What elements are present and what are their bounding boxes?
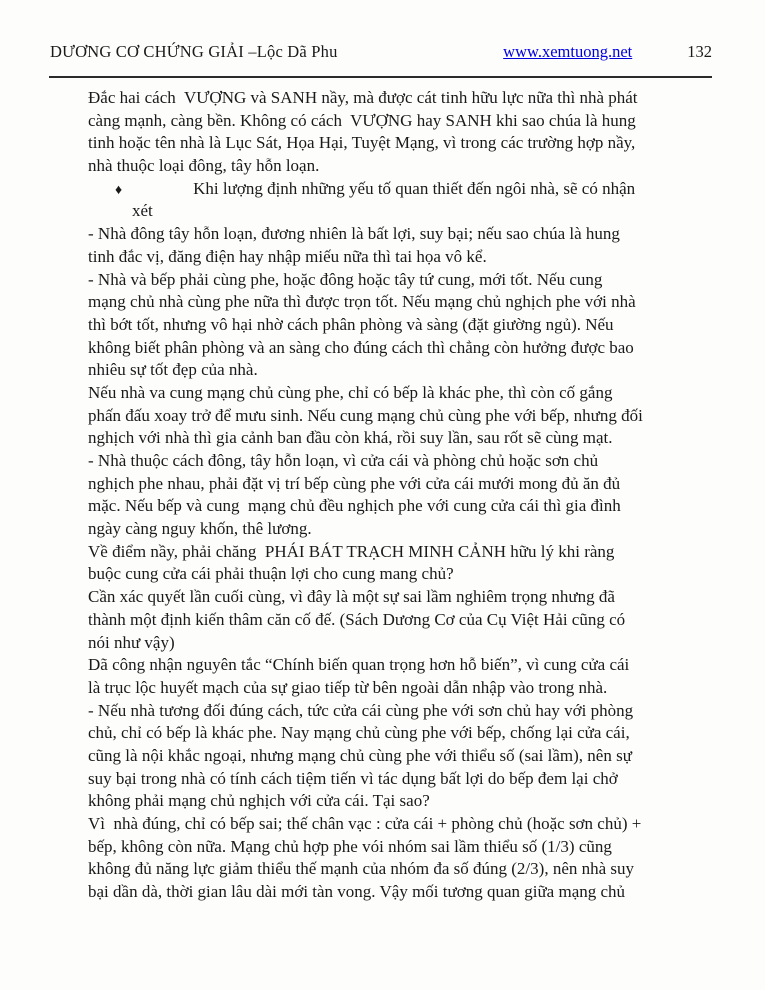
text-line: - Nhà và bếp phải cùng phe, hoặc đông hoặc tây tứ cung, mới tốt. Nếu cung [88,269,603,289]
text-line: nhiêu sự tốt đẹp của nhà. [88,360,258,380]
text-line: - Nhà đông tây hỗn loạn, đương nhiên là bất lợi, suy bại; nếu sao chúa là hung [88,224,620,244]
bullet-line [88,178,708,201]
diamond-bullet-icon: ♦ [115,182,123,198]
text-line: buộc cung cửa cái phải thuận lợi cho cung mang chủ? [88,564,454,584]
text-line: Về điểm nầy, phải chăng PHÁI BÁT TRẠCH MINH CẢNH hữu lý khi ràng [88,541,615,561]
text-line: mặc. Nếu bếp và cung mạng chủ đều nghịch phe với cung cửa cái thì gia đình [88,496,621,516]
text-line: tinh hoặc tên nhà là Lục Sát, Họa Hại, Tuyệt Mạng, vì trong các trường hợp nầy, [88,133,636,153]
text-line: Cần xác quyết lần cuối cùng, vì đây là một sự sai lầm nghiêm trọng nhưng đã [88,587,615,607]
text-line: không phải mạng chủ nghịch với cửa cái. Tại sao? [88,791,430,811]
text-line: không biết phân phòng và an sàng cho đúng cách thì chẳng còn hưởng được bao [88,337,634,357]
text-line: nghịch với nhà thì gia cảnh ban đầu còn khá, rồi suy lần, sau rốt sẽ cùng mạt. [88,428,613,448]
text-line: cũng là nội khắc ngoại, nhưng mạng chủ cùng phe với thiểu số (sai lầm), nên sự [88,745,632,765]
text-line: chủ, chỉ có bếp là khác phe. Nay mạng chủ cùng phe với bếp, chống lại cửa cái, [88,723,630,743]
text-line: càng mạnh, càng bền. Không có cách VƯỢNG hay SANH khi sao chúa là hung [88,110,636,130]
page-number: 132 [687,42,712,61]
document-title: DƯƠNG CƠ CHỨNG GIẢI –Lộc Dã Phu [50,42,338,61]
text-line: Vì nhà đúng, chỉ có bếp sai; thế chân vạc : cửa cái + phòng chủ (hoặc sơn chủ) + [88,814,642,833]
text-line: - Nếu nhà tương đối đúng cách, tức cửa cái cùng phe với sơn chủ hay với phòng [88,700,634,720]
text-line: bếp, không còn nữa. Mạng chủ hợp phe vói nhóm sai lầm thiểu số (1/3) cũng [88,836,612,856]
text-line: nhà thuộc loại đông, tây hỗn loạn. [88,156,320,176]
text-line: không đủ năng lực giảm thiểu thế mạnh của nhóm đa số đúng (2/3), nên nhà suy [88,859,635,879]
document-body [88,87,708,904]
text-line: - Nhà thuộc cách đông, tây hỗn loạn, vì cửa cái và phòng chủ hoặc sơn chủ [88,451,599,470]
text-line: nghịch phe nhau, phải đặt vị trí bếp cùng phe với cửa cái mưới mong đủ ăn đủ [88,473,621,493]
text-line: nói như vậy) [88,632,175,652]
text-line: xét [132,201,153,221]
text-line: Nếu nhà va cung mạng chủ cùng phe, chỉ có bếp là khác phe, thì còn cố gắng [88,382,613,402]
text-line: là trục lộc huyết mạch của sự giao tiếp từ bên ngoài dẫn nhập vào trong nhà. [88,677,608,697]
text-line: thành một định kiến thâm căn cố đế. (Sách Dương Cơ của Cụ Việt Hải cũng có [88,609,626,629]
text-line: thì bớt tốt, nhưng vô hại nhờ cách phân phòng và sàng (đặt giường ngủ). Nếu [88,314,614,334]
website-link[interactable]: www.xemtuong.net [503,42,633,61]
bullet-line-text: Khi lượng định những yếu tố quan thiết đến ngôi nhà, sẽ có nhận [193,178,636,198]
text-line: bại dần dà, thời gian lâu dài mới tàn vong. Vậy mối tương quan giữa mạng chủ [88,882,626,902]
text-line: suy bại trong nhà có tính cách tiệm tiến vì tác dụng bất lợi do bếp đem lại chở [88,768,618,788]
header-divider [49,76,712,78]
text-line: Dã công nhận nguyên tắc “Chính biến quan trọng hơn hỗ biến”, vì cung cửa cái [88,655,630,675]
text-line: ngày càng nguy khốn, thê lương. [88,519,312,539]
text-line: tinh đắc vị, đăng điện hay nhập miếu nữa thì tai họa vô kể. [88,246,487,266]
page-header [50,42,712,62]
text-line: phấn đấu xoay trở để mưu sinh. Nếu cung mạng chủ cùng phe với bếp, nhưng đối [88,405,643,425]
text-line: mạng chủ nhà cùng phe nữa thì được trọn tốt. Nếu mạng chủ nghịch phe với nhà [88,292,636,312]
text-line: Đắc hai cách VƯỢNG và SANH nầy, mà được cát tinh hữu lực nữa thì nhà phát [88,88,638,107]
